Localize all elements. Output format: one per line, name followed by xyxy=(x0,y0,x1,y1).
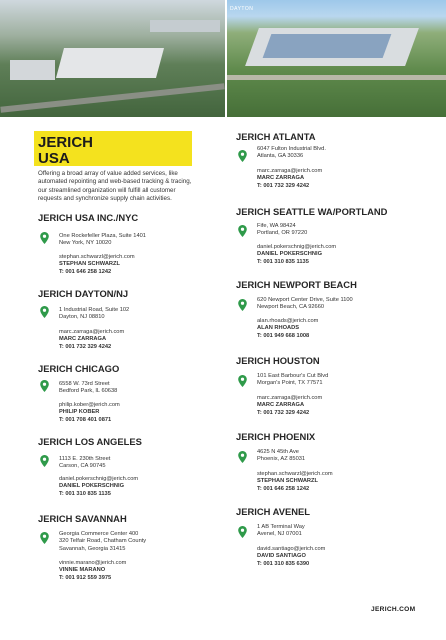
contact-email[interactable]: daniel.pokerschnig@jerich.com xyxy=(257,244,337,250)
contact-email[interactable]: vinnie.marano@jerich.com xyxy=(59,560,127,566)
contact-name: DANIEL POKERSCHNIG xyxy=(257,251,322,258)
location-pin-icon xyxy=(238,299,247,311)
office-newport-beach xyxy=(236,279,357,339)
contact-name: VINNIE MARANO xyxy=(59,567,106,574)
office-address: 1 AB Terminal Way Avenel, NJ 07001 xyxy=(257,524,305,538)
warehouse-aerial-photo-left xyxy=(0,0,225,117)
contact-email[interactable]: marc.zarraga@jerich.com xyxy=(59,329,125,335)
office-address: Fife, WA 98424 Portland, OR 97220 xyxy=(257,223,308,237)
office-title: JERICH SEATTLE WA/PORTLAND xyxy=(236,206,388,217)
office-dayton xyxy=(38,288,130,350)
office-savannah xyxy=(38,513,147,581)
office-los-angeles xyxy=(38,436,142,497)
office-address: 4625 N 45th Ave Phoenix, AZ 85031 xyxy=(257,449,306,463)
office-address: 1113 E. 230th Street Carson, CA 90745 xyxy=(59,456,111,470)
office-address: 620 Newport Center Drive, Suite 1100 Newport Beach, CA 92660 xyxy=(257,297,353,311)
office-seattle-portland xyxy=(236,206,388,265)
location-pin-icon xyxy=(238,451,247,463)
header-photos xyxy=(0,0,446,117)
office-address: 1 Industrial Road, Suite 102 Dayton, NJ 08810 xyxy=(59,307,130,321)
contact-name: PHILIP KOBER xyxy=(59,409,100,416)
office-title: JERICH LOS ANGELES xyxy=(38,436,142,447)
contact-name: ALAN RHOADS xyxy=(257,325,300,332)
contact-name: DANIEL POKERSCHNIG xyxy=(59,483,124,490)
contact-name: MARC ZARRAGA xyxy=(257,402,305,409)
office-title: JERICH ATLANTA xyxy=(236,131,316,142)
contact-email[interactable]: marc.zarraga@jerich.com xyxy=(257,395,323,401)
office-avenel xyxy=(236,506,326,567)
location-pin-icon xyxy=(40,380,49,392)
contact-phone: T: 001 732 329 4242 xyxy=(257,182,310,189)
contact-email[interactable]: marc.zarraga@jerich.com xyxy=(257,168,323,174)
contact-email[interactable]: daniel.pokerschnig@jerich.com xyxy=(59,476,139,482)
office-address: 101 East Barbour's Cut Blvd Morgan's Point, TX 77571 xyxy=(257,373,329,387)
contact-phone: T: 001 732 329 4242 xyxy=(257,409,310,416)
page-title-box xyxy=(34,131,192,166)
location-pin-icon xyxy=(40,455,49,467)
photo-caption: DAYTON xyxy=(230,6,254,12)
office-title: JERICH DAYTON/NJ xyxy=(38,288,129,299)
contact-phone: T: 001 310 835 6390 xyxy=(257,560,310,567)
office-contact xyxy=(59,476,138,498)
office-phoenix xyxy=(236,431,333,492)
office-address: Georgia Commerce Center 400 320 Telfair Road, Chatham County Savannah, Georgia 31415 xyxy=(59,531,147,552)
page-title-line2: USA xyxy=(38,150,70,167)
office-title: JERICH SAVANNAH xyxy=(38,513,127,524)
contact-email[interactable]: david.santiago@jerich.com xyxy=(257,546,326,552)
contact-phone: T: 001 310 835 1135 xyxy=(59,490,111,497)
office-address: 6047 Fulton Industrial Blvd. Atlanta, GA 30336 xyxy=(257,146,326,160)
contact-phone: T: 001 912 559 3975 xyxy=(59,574,112,581)
office-title: JERICH USA INC./NYC xyxy=(38,212,139,223)
office-contact xyxy=(257,168,322,190)
contact-email[interactable]: philip.kober@jerich.com xyxy=(59,402,120,408)
office-contact xyxy=(257,546,325,568)
location-pin-icon xyxy=(238,225,247,237)
contact-phone: T: 001 646 258 1242 xyxy=(257,485,310,492)
contact-name: STEPHAN SCHWARZL xyxy=(59,261,120,268)
office-contact xyxy=(59,254,135,276)
office-nyc xyxy=(38,212,146,275)
office-chicago xyxy=(38,363,120,423)
contact-name: DAVID SANTIAGO xyxy=(257,553,306,560)
contact-phone: T: 001 732 329 4242 xyxy=(59,343,112,350)
office-contact xyxy=(59,329,124,351)
footer-website-link[interactable]: JERICH.COM xyxy=(371,606,416,613)
location-pin-icon xyxy=(40,232,49,244)
contact-phone: T: 001 310 835 1135 xyxy=(257,258,309,265)
intro-text: Offering a broad array of value added services, like automated repointing and web-based tracking & tracing, our streamlined organization will fulfill all customer requests and synchronize supply chain activities. xyxy=(38,170,192,203)
office-title: JERICH CHICAGO xyxy=(38,363,120,374)
location-pin-icon xyxy=(238,375,247,387)
office-address: 6558 W. 73rd Street Bedford Park, IL 60638 xyxy=(59,381,118,395)
office-title: JERICH HOUSTON xyxy=(236,355,320,366)
contact-name: MARC ZARRAGA xyxy=(257,175,305,182)
location-pin-icon xyxy=(40,532,49,544)
contact-email[interactable]: alan.rhoads@jerich.com xyxy=(257,318,319,324)
warehouse-aerial-photo-right xyxy=(227,0,446,117)
office-title: JERICH NEWPORT BEACH xyxy=(236,279,357,290)
contact-email[interactable]: stephan.schwarzl@jerich.com xyxy=(257,471,333,477)
contact-name: MARC ZARRAGA xyxy=(59,336,107,343)
office-address: One Rockefeller Plaza, Suite 1401 New York, NY 10020 xyxy=(59,233,146,247)
office-contact xyxy=(257,471,333,493)
office-title: JERICH PHOENIX xyxy=(236,431,316,442)
location-pin-icon xyxy=(238,150,247,162)
location-pin-icon xyxy=(40,306,49,318)
office-title: JERICH AVENEL xyxy=(236,506,310,517)
location-pin-icon xyxy=(238,526,247,538)
office-contact xyxy=(59,560,126,582)
contact-email[interactable]: stephan.schwarzl@jerich.com xyxy=(59,254,135,260)
office-contact xyxy=(257,395,322,417)
office-houston xyxy=(236,355,329,416)
contact-phone: T: 001 949 668 1008 xyxy=(257,332,310,339)
contact-name: STEPHAN SCHWARZL xyxy=(257,478,318,485)
contact-phone: T: 001 708 401 0871 xyxy=(59,416,112,423)
page-title-line1: JERICH xyxy=(38,134,94,151)
office-contact xyxy=(257,244,336,266)
office-contact xyxy=(59,402,120,424)
office-contact xyxy=(257,318,318,340)
office-atlanta xyxy=(236,131,326,189)
contact-phone: T: 001 646 258 1242 xyxy=(59,268,112,275)
